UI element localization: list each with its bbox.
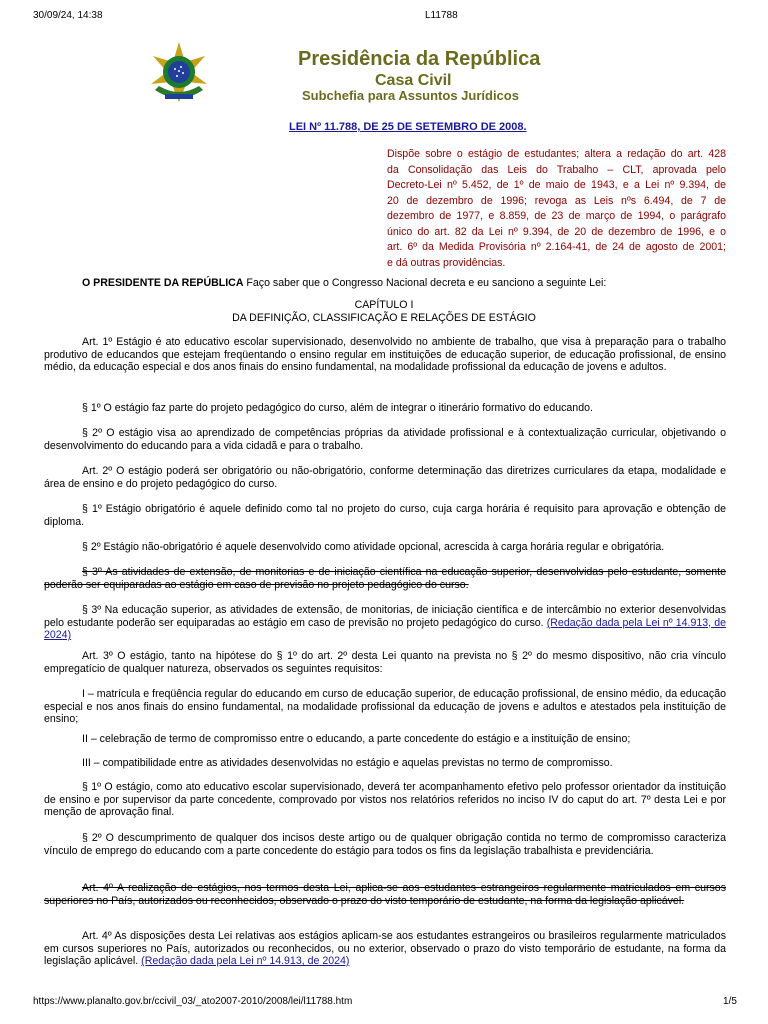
ementa-line: dezembro de 1977, e 8.859, de 23 de março de 1994, o parágrafo: [387, 210, 726, 222]
redacao-link[interactable]: (Redação dada pela Lei nº 14.913, de 2024): [44, 616, 726, 642]
ementa-line: da Consolidação das Leis do Trabalho – CLT, aprovada pelo: [387, 163, 726, 176]
art-3-par-1: § 1º O estágio, como ato educativo escolar supervisionado, deverá ter acompanhamento efetivo pelo professor orientador da instituição de ensino e por supervisor da parte concedente, comprovado por vistos nos relatórios referidos no inciso IV do caput do art. 7º desta Lei e por menção de aprovação final.: [44, 781, 726, 819]
print-datetime: 30/09/24, 14:38: [33, 10, 103, 21]
art-2-par-1: § 1º Estágio obrigatório é aquele definido como tal no projeto do curso, cuja carga horária é requisito para aprovação e obtenção de diploma.: [44, 503, 726, 528]
preamble: [44, 277, 726, 290]
art-4-text: Art. 4º As disposições desta Lei relativas aos estágios aplicam-se aos estudantes estrangeiros ou brasileiros regularmente matriculados em cursos superiores no País, autorizados ou reconhecidos, ou no exterior, observado o prazo do visto temporário de estudante, na forma da legislação aplicável.: [44, 930, 726, 968]
art-3-par-2: § 2º O descumprimento de qualquer dos incisos deste artigo ou de qualquer obrigação contida no termo de compromisso caracteriza vínculo de emprego do educando com a parte concedente do estágio para todos os fins da legislação trabalhista e previdenciária.: [44, 832, 726, 857]
ementa-line: único do art. 82 da Lei nº 9.394, de 20 de dezembro de 1996, e o: [387, 225, 726, 238]
art-4: [44, 930, 726, 968]
redacao-link[interactable]: (Redação dada pela Lei nº 14.913, de 2024): [141, 955, 350, 968]
brasao-seal-icon: [145, 40, 213, 108]
art-4-revoked: Art. 4º A realização de estágios, nos termos desta Lei, aplica-se aos estudantes estrangeiros regularmente matriculados em cursos superiores no País, autorizados ou reconhecidos, observado o prazo do visto temporário de estudante, na forma da legislação aplicável.: [44, 882, 726, 907]
footer-page: 1/5: [723, 996, 737, 1007]
subchefia-heading: Subchefia para Assuntos Jurídicos: [302, 88, 519, 103]
ementa-line: art. 6º da Medida Provisória nº 2.164-41, de 24 de agosto de 2001;: [387, 241, 726, 253]
art-3-inc-2: II – celebração de termo de compromisso entre o educando, a parte concedente do estágio e a instituição de ensino;: [82, 733, 631, 745]
chapter-number: CAPÍTULO I: [354, 299, 414, 311]
art-1: Art. 1º Estágio é ato educativo escolar supervisionado, desenvolvido no ambiente de trabalho, que visa à preparação para o trabalho produtivo de educandos que estejam freqüentando o ensino regular em instituições de educação superior, de educação profissional, de ensino médio, da educação especial e dos anos finais do ensino fundamental, na modalidade profissional da educação de jovens e adultos.: [44, 336, 726, 374]
casa-civil-heading: Casa Civil: [375, 72, 452, 89]
art-3-inc-1: I – matrícula e freqüência regular do educando em curso de educação superior, de educação profissional, de ensino médio, da educação especial e nos anos finais do ensino fundamental, na modalidade profissional da educação de jovens e adultos e atestados pela instituição de ensino;: [44, 688, 726, 726]
print-doc-title: L11788: [425, 10, 458, 21]
lei-title-link[interactable]: LEI Nº 11.788, DE 25 DE SETEMBRO DE 2008.: [289, 121, 527, 133]
art-2-par-2: § 2º Estágio não-obrigatório é aquele desenvolvido como atividade opcional, acrescida à carga horária regular e obrigatória.: [82, 541, 665, 553]
art-1-par-2: § 2º O estágio visa ao aprendizado de competências próprias da atividade profissional e à contextualização curricular, objetivando o desenvolvimento do educando para a vida cidadã e para o trabalho.: [44, 427, 726, 452]
art-2-par-3: [44, 604, 726, 642]
ementa-line: 20 de dezembro de 1996; revoga as Leis nºs 6.494, de 7 de: [387, 194, 726, 207]
presidencia-heading: Presidência da República: [298, 48, 541, 70]
art-2: Art. 2º O estágio poderá ser obrigatório ou não-obrigatório, conforme determinação das diretrizes curriculares da etapa, modalidade e área de ensino e do projeto pedagógico do curso.: [44, 465, 726, 490]
art-3: Art. 3º O estágio, tanto na hipótese do § 1º do art. 2º desta Lei quanto na prevista no § 2º do mesmo dispositivo, não cria vínculo empregatício de qualquer natureza, observados os seguintes requisitos:: [44, 650, 726, 675]
footer-url: https://www.planalto.gov.br/ccivil_03/_ato2007-2010/2008/lei/l11788.htm: [33, 996, 353, 1007]
chapter-title: DA DEFINIÇÃO, CLASSIFICAÇÃO E RELAÇÕES DE ESTÁGIO: [232, 312, 536, 324]
art-1-par-1: § 1º O estágio faz parte do projeto pedagógico do curso, além de integrar o itinerário formativo do educando.: [82, 402, 593, 414]
ementa-line: Decreto-Lei nº 5.452, de 1º de maio de 1943, e a Lei nº 9.394, de: [387, 179, 726, 191]
art-2-par-3-text: § 3º Na educação superior, as atividades de extensão, de monitorias, de iniciação científica e de intercâmbio no exterior desenvolvidas pelo estudante poderão ser equiparadas ao estágio em caso de previsão no projeto pedagógico do curso.: [44, 604, 726, 629]
preamble-text: Faço saber que o Congresso Nacional decreta e eu sanciono a seguinte Lei:: [243, 277, 607, 289]
art-3-inc-3: III – compatibilidade entre as atividades desenvolvidas no estágio e aquelas previstas no termo de compromisso.: [82, 757, 613, 769]
ementa-line: Dispõe sobre o estágio de estudantes; altera a redação do art. 428: [387, 148, 726, 160]
ementa: [387, 147, 726, 271]
art-2-par-3-revoked: § 3º As atividades de extensão, de monitorias e de iniciação científica na educação superior, desenvolvidas pelo estudante, somente poderão ser equiparadas ao estágio em caso de previsão no projeto pedagógico do curso.: [44, 566, 726, 591]
ementa-line: e dá outras providências.: [387, 256, 506, 269]
preamble-bold: O PRESIDENTE DA REPÚBLICA: [82, 277, 244, 289]
